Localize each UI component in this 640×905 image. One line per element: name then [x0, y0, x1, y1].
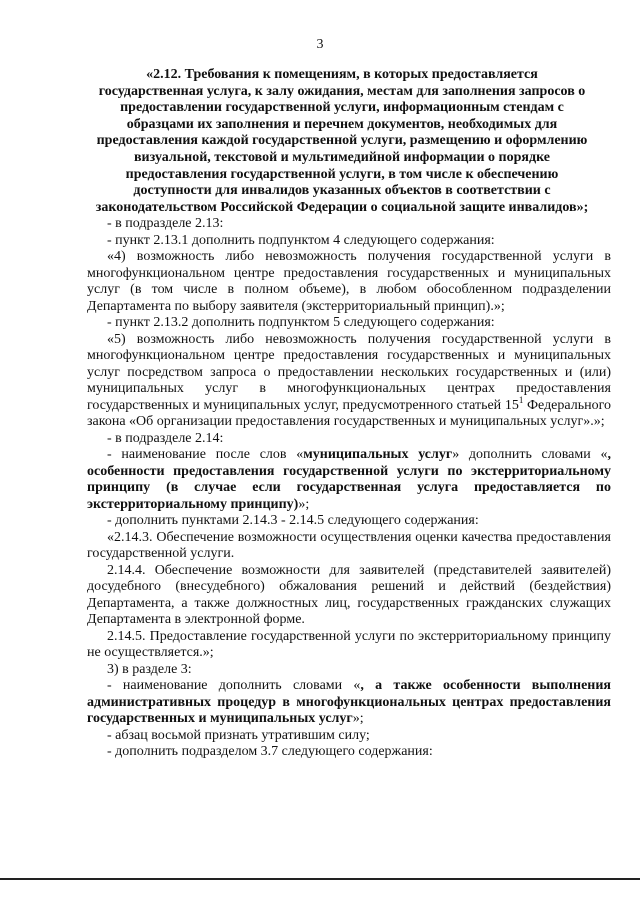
paragraph-text: Федерального закона «Об организации предоставления государственных и муниципальных услуг».»; — [87, 397, 611, 429]
paragraph-text: - наименование дополнить словами « — [107, 678, 361, 693]
paragraph: - дополнить подразделом 3.7 следующего содержания: — [107, 744, 433, 759]
paragraph — [87, 447, 611, 513]
paragraph: 3) в разделе 3: — [107, 661, 192, 677]
heading-line: доступности для инвалидов указанных объектов в соответствии с — [133, 183, 551, 199]
paragraph: - пункт 2.13.2 дополнить подпунктом 5 следующего содержания: — [107, 315, 495, 330]
bottom-divider — [0, 878, 640, 880]
paragraph-text: » дополнить словами « — [452, 447, 608, 462]
heading-line: визуальной, текстовой и мультимедийной информации о порядке — [134, 149, 550, 165]
paragraph-text: »; — [352, 711, 364, 726]
paragraph-text: «5) возможность либо невозможность получения государственной услуги в многофункциональном центре предоставления государственных и муниципальных услуг посредством запроса о предоставлении нескольких государственных и (или) муниципальных услуг в многофункциональных центрах предоставления государственных и муниципальных услуг, предусмотренного статьей 15 — [87, 331, 611, 413]
paragraph: - пункт 2.13.1 дополнить подпунктом 4 следующего содержания: — [107, 232, 495, 248]
paragraph: - в подразделе 2.13: — [107, 216, 224, 231]
paragraph: «4) возможность либо невозможность получения государственной услуги в многофункциональном центре предоставления государственных и муниципальных услуг (в том числе в полном объеме), в любом обособленном подразделении Департамента по выбору заявителя (экстерриториальный принцип).»; — [87, 249, 611, 314]
paragraph: - в подразделе 2.14: — [107, 430, 224, 446]
heading-line: «2.12. Требования к помещениям, в которых предоставляется — [146, 67, 538, 82]
paragraph — [87, 332, 611, 431]
heading-line: предоставления государственной услуги, в том числе к обеспечению — [125, 166, 559, 182]
heading-line: законодательством Российской Федерации о социальной защите инвалидов»; — [95, 199, 589, 215]
bold-text: , особенности предоставления государственной услуги по экстерриториальному принципу (в случае если государственная услуга предоставляется по экстерриториальному принципу) — [87, 447, 611, 512]
heading-line: предоставлении государственной услуги, информационным стендам с — [120, 100, 564, 116]
bold-text: муниципальных услуг — [303, 447, 453, 462]
document-body — [87, 216, 611, 761]
paragraph: - дополнить пунктами 2.14.3 - 2.14.5 следующего содержания: — [107, 513, 479, 528]
bold-text: , а также особенности выполнения административных процедур в многофункциональных центрах предоставления государственных и муниципальных услуг — [87, 678, 611, 726]
paragraph: - абзац восьмой признать утратившим силу; — [107, 727, 370, 743]
paragraph-text: - наименование после слов « — [107, 447, 304, 462]
paragraph: 2.14.4. Обеспечение возможности для заявителей (представителей заявителей) досудебного (внесудебного) обжалования решений и действий (бездействия) Департамента, а также должностных лиц, государственных гражданских служащих Департамента в электронной форме. — [87, 562, 611, 627]
section-heading — [88, 67, 596, 216]
heading-line: предоставления каждой государственной услуги, размещению и оформлению — [96, 133, 588, 149]
superscript: 1 — [518, 394, 524, 405]
paragraph-text: »; — [298, 496, 310, 512]
paragraph: 2.14.5. Предоставление государственной услуги по экстерриториальному принципу не осуществляется.»; — [87, 628, 611, 660]
heading-line: государственная услуга, к залу ожидания, местам для заполнения запросов о — [98, 83, 586, 99]
paragraph: «2.14.3. Обеспечение возможности осуществления оценки качества предоставления государственной услуги. — [87, 529, 611, 561]
heading-line: образцами их заполнения и перечнем документов, необходимых для — [126, 116, 558, 132]
paragraph — [87, 678, 611, 728]
page-number: 3 — [316, 37, 324, 52]
